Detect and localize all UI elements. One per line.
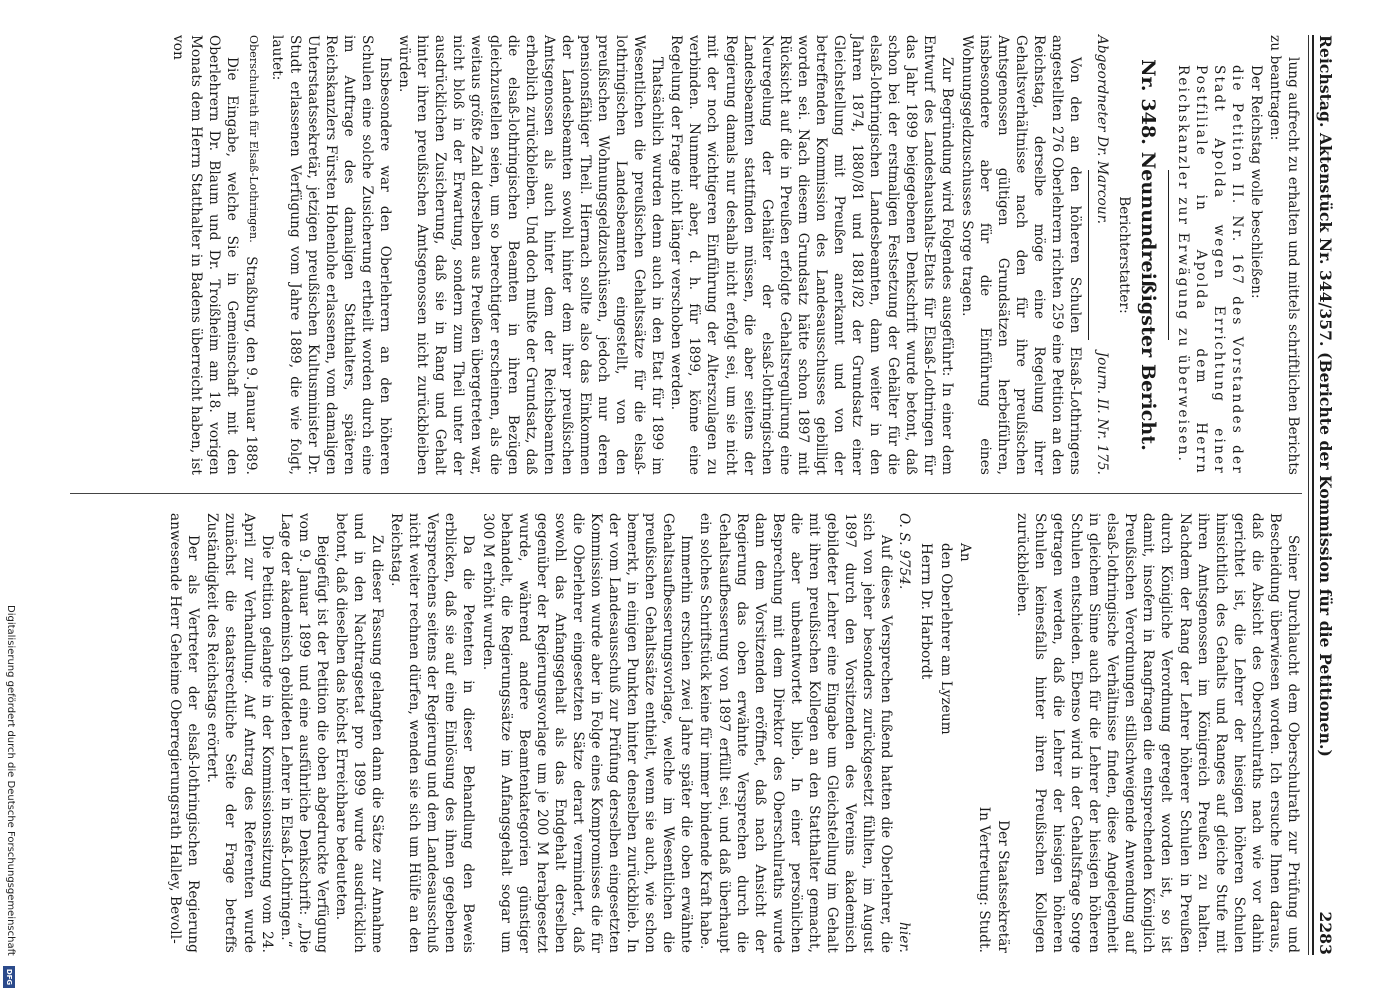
address-line: Herrn Dr. Harbordt	[918, 543, 935, 680]
paragraph: Insbesondere war den Oberlehrern an den höheren Schulen eine solche Zusicherung ertheilt worden durch eine im Auftrage des damaligen Statthalters, späteren Reichskanzlers Fürsten Hohenlohe erlassenen, vom damaligen Unterstaatssekretär, jetzigen preußischen Kultusminister Dr. Studt erlassenen Verfügung vom Jahre 1889, die wie folgt, lautet:	[268, 35, 394, 475]
digitization-note	[2, 605, 18, 995]
paragraph: lung aufrecht zu erhalten und mittels schriftlichen Berichts zu beantragen:	[1266, 35, 1301, 475]
paragraph: Von den an den höheren Schulen Elsaß-Lothringens angestellten 276 Oberlehrern richten 259 eine Petition an den Reichstag, derselbe möge eine Regelung ihrer Gehaltsverhältnisse nach den für ihre preußischen Amtsgenossen gültigen Grundsätzen herbeiführen, insbesondere aber für die Einführung eines Wohnungsgeldzuschusses Sorge tragen.	[958, 35, 1084, 475]
page-number: 2283	[1315, 911, 1335, 955]
address-ref-line	[895, 513, 913, 953]
paragraph: Der Reichstag wolle beschließen:	[1247, 65, 1264, 299]
paragraph: Seiner Durchlaucht dem Oberschulrath zur Prüfung und Bescheidung überwiesen worden. Ich ersuche Ihnen daraus, daß die Absicht des Oberschulraths nach wie vor dahin gerichtet ist, die Lehrer der hiesigen höheren Schulen hinsichtlich des Gehalts und Ranges auf gleiche Stufe mit ihren Amtsgenossen im Königreich Preußen zu halten. Nachdem der Rang der Lehrer höherer Schulen in Preußen durch Königliche Verordnung geregelt worden ist, so ist damit, insofern in Rangfragen die entsprechenden Königlich Preußischen Verordnungen stillschweigende Anwendung auf elsaß-lothringische Verhältnisse finden, diese Angelegenheit in gleichem Sinne auch für die Lehrer der hiesigen höheren Schulen entschieden. Ebenso wird in der Gehaltsfrage Sorge getragen werden, daß die Lehrer der hiesigen höheren Schulen keinesfalls hinter ihren Preußischen Kollegen zurückbleiben.	[1013, 513, 1301, 953]
signature-title: Der Staatssekretär	[994, 820, 1011, 953]
motion-text: die Petition II. Nr. 167 des Vorstandes der Stadt Apolda wegen Errichtung einer Postfiliale in Apolda dem Herrn Reichskanzler zur Erwägung zu überweisen.	[1174, 65, 1245, 475]
section-rule	[1168, 170, 1169, 340]
paragraph: Die Petition gelangte in der Kommissionssitzung vom 24. April zur Verhandlung. Auf Antrag des Referenten wurde zunächst die staatsrechtliche Seite der Frage betreffs Zuständigkeit des Reichstags erörtert.	[204, 513, 275, 953]
address-line: den Oberlehrer am Lyzeum	[937, 543, 954, 735]
reporter-name: Abgeordneter Dr. Marcour.	[1094, 35, 1111, 225]
report-title: Nr. 348. Neunundreißigster Bericht.	[1137, 59, 1160, 451]
header-rule	[1308, 35, 1309, 955]
dfg-logo-text: DFG	[5, 968, 13, 986]
paragraph: Zu dieser Fassung gelangten dann die Sätze zur Annahme und in den Nachtragsetat pro 1899 wurde ausdrücklich betont, daß dieselben das höchst Erreichbare bedeuteten.	[332, 513, 386, 953]
reporter-line	[1093, 35, 1111, 475]
reporter-label: Berichterstatter:	[1116, 196, 1133, 314]
paragraph: Immerhin erschien zwei Jahre später die oben erwähnte Gehaltsaufbesserungsvorlage, welche im Wesentlichen die preußischen Gehaltssätze enthielt, wenn sie auch, wie schon bemerkt, in einigen Punkten hinter denselben zurückblieb. In der vom Landesausschuß zur Prüfung derselben eingesetzten Kommission wurde aber in Folge eines Kompromisses die für die Oberlehrer eingesetzten Sätze derart vermindert, daß sowohl das Anfangsgehalt als das Endgehalt derselben gegenüber der Regierungsvorlage um je 200 M herabgesetzt wurde, während andere Beamtenkategorien günstiger behandelt, die Regierungssätze im Anfangsgehalt sogar um 300 M erhöht wurden.	[479, 513, 695, 953]
digitization-note-text: Digitalisierung gefördert durch die Deutsche Forschungsgemeinschaft	[5, 605, 16, 956]
paragraph: Thatsächlich wurden denn auch in den Etat für 1899 im Wesentlichen die preußischen Gehaltssätze für die elsaß-lothringischen Landesbeamten eingestellt, von den preußischen Wohnungsgeldzuschüssen, jedoch nur deren pensionsfähiger Theil. Hiernach sollte also das Einkommen der Landesbeamten sowohl hinter dem ihrer preußischen Amtsgenossen als auch hinter dem der Reichsbeamten erheblich zurückbleiben. Und doch mußte der Grundsatz, daß die elsaß-lothringischen Beamten in ihren Bezügen gleichzustellen seien, um so berechtigter erscheinen, als die weitaus größte Zahl derselben aus Preußen übergetreten war, nicht bloß in der Erwartung, sondern zum Theil unter der ausdrücklichen Zusicherung, daß sie in Rang und Gehalt hinter ihren preußischen Amtsgenossen nicht zurückbleiben würden.	[396, 35, 666, 475]
letter-heading	[241, 35, 259, 475]
address-line: hier.	[896, 922, 913, 953]
paragraph: Der als Vertreter der elsaß-lothringischen Regierung anwesende Herr Geheime Oberregierungsrath Halley, Bevoll-	[167, 513, 202, 953]
paragraph: Da die Petenten in dieser Behandlung den Beweis erblicken, daß sie auf eine Einlösung des ihnen gegebenen Versprechens seitens der Regierung und dem Landesausschuß nicht weiter rechnen dürfen, wenden sie sich um Hülfe an den Reichstag.	[388, 513, 477, 953]
letter-date: Straßburg, den 9. Januar 1889.	[242, 256, 259, 475]
paragraph: Auf dieses Versprechen fußend hatten die Oberlehrer, die sich von jeher besonders zurückgesetzt fühlten, im August 1897 durch den Vorsitzenden des Vereins akademisch gebildeter Lehrer eine Eingabe um Gleichstellung im Gehalt mit ihren preußischen Kollegen an den Statthalter gemacht, die aber unbeantwortet blieb. In einer persönlichen Besprechung mit dem Direktor des Oberschulraths wurde dann dem Vorsitzenden eröffnet, daß nach Ansicht der Regierung das oben erwähnte Versprechen durch die Gehaltsaufbesserung von 1897 erfüllt sei, und daß überhaupt ein solches Schriftstück keine für immer bindende Kraft habe.	[697, 513, 895, 953]
issuing-authority: Oberschulrath für Elsaß-Lothringen.	[246, 35, 260, 243]
header-title: Reichstag. Aktenstück Nr. 344/357. (Berichte der Kommission für die Petitionen.)	[1315, 35, 1335, 757]
dfg-logo	[3, 966, 15, 988]
section-rule	[1088, 170, 1089, 340]
paragraph: Beigefügt ist der Petition die oben abgedruckte Verfügung vom 9. Januar 1899 und eine ausführliche Denkschrift: „Die Lage der akademisch gebildeten Lehrer in Elsaß-Lothringen.“	[277, 513, 330, 953]
right-column	[165, 513, 1302, 953]
signature-name: In Vertretung: Studt.	[975, 806, 992, 953]
paragraph: Zur Begründung wird Folgendes ausgeführt: In einer dem Entwurf des Landeshaushalts-Etats für Elsaß-Lothringen für das Jahr 1899 beigegebenen Denkschrift wurde betont, daß schon bei der erstmaligen Festsetzung der Gehälter für die elsaß-lothringischen Landesbeamten, dann weiter in den Jahren 1874, 1880/81 und 1881/82 der Grundsatz einer Gleichstellung mit Preußen anerkannt und von der betreffenden Kommission des Landesausschusses gebilligt worden sei. Nach diesem Grundsatz hätte schon 1897 mit Rücksicht auf die in Preußen erfolgte Gehaltsregulirung eine Neuregelung der Gehälter der elsaß-lothringischen Landesbeamten stattfinden müssen, die aber seitens der Regierung damals nur deshalb nicht erfolgt sei, um sie nicht mit der noch wichtigeren Einführung der Alterszulagen zu verbinden. Nunmehr aber, d. h. für 1899, könne eine Regelung der Frage nicht länger verschoben werden.	[668, 35, 956, 475]
column-divider	[70, 493, 1302, 494]
address-line: An	[956, 543, 973, 562]
rotated-document-page	[70, 35, 1340, 955]
page-header	[1312, 35, 1340, 955]
paragraph: Die Eingabe, welche Sie in Gemeinschaft mit den Oberlehrern Dr. Blaum und Dr. Troißheim am 18. vorigen Monats dem Herrn Statthalter in Badens überreicht haben, ist von	[170, 35, 241, 475]
reference-number: O. S. 9754.	[896, 513, 913, 590]
journal-number: Journ. II. Nr. 175.	[1094, 351, 1111, 475]
left-column	[168, 35, 1302, 475]
